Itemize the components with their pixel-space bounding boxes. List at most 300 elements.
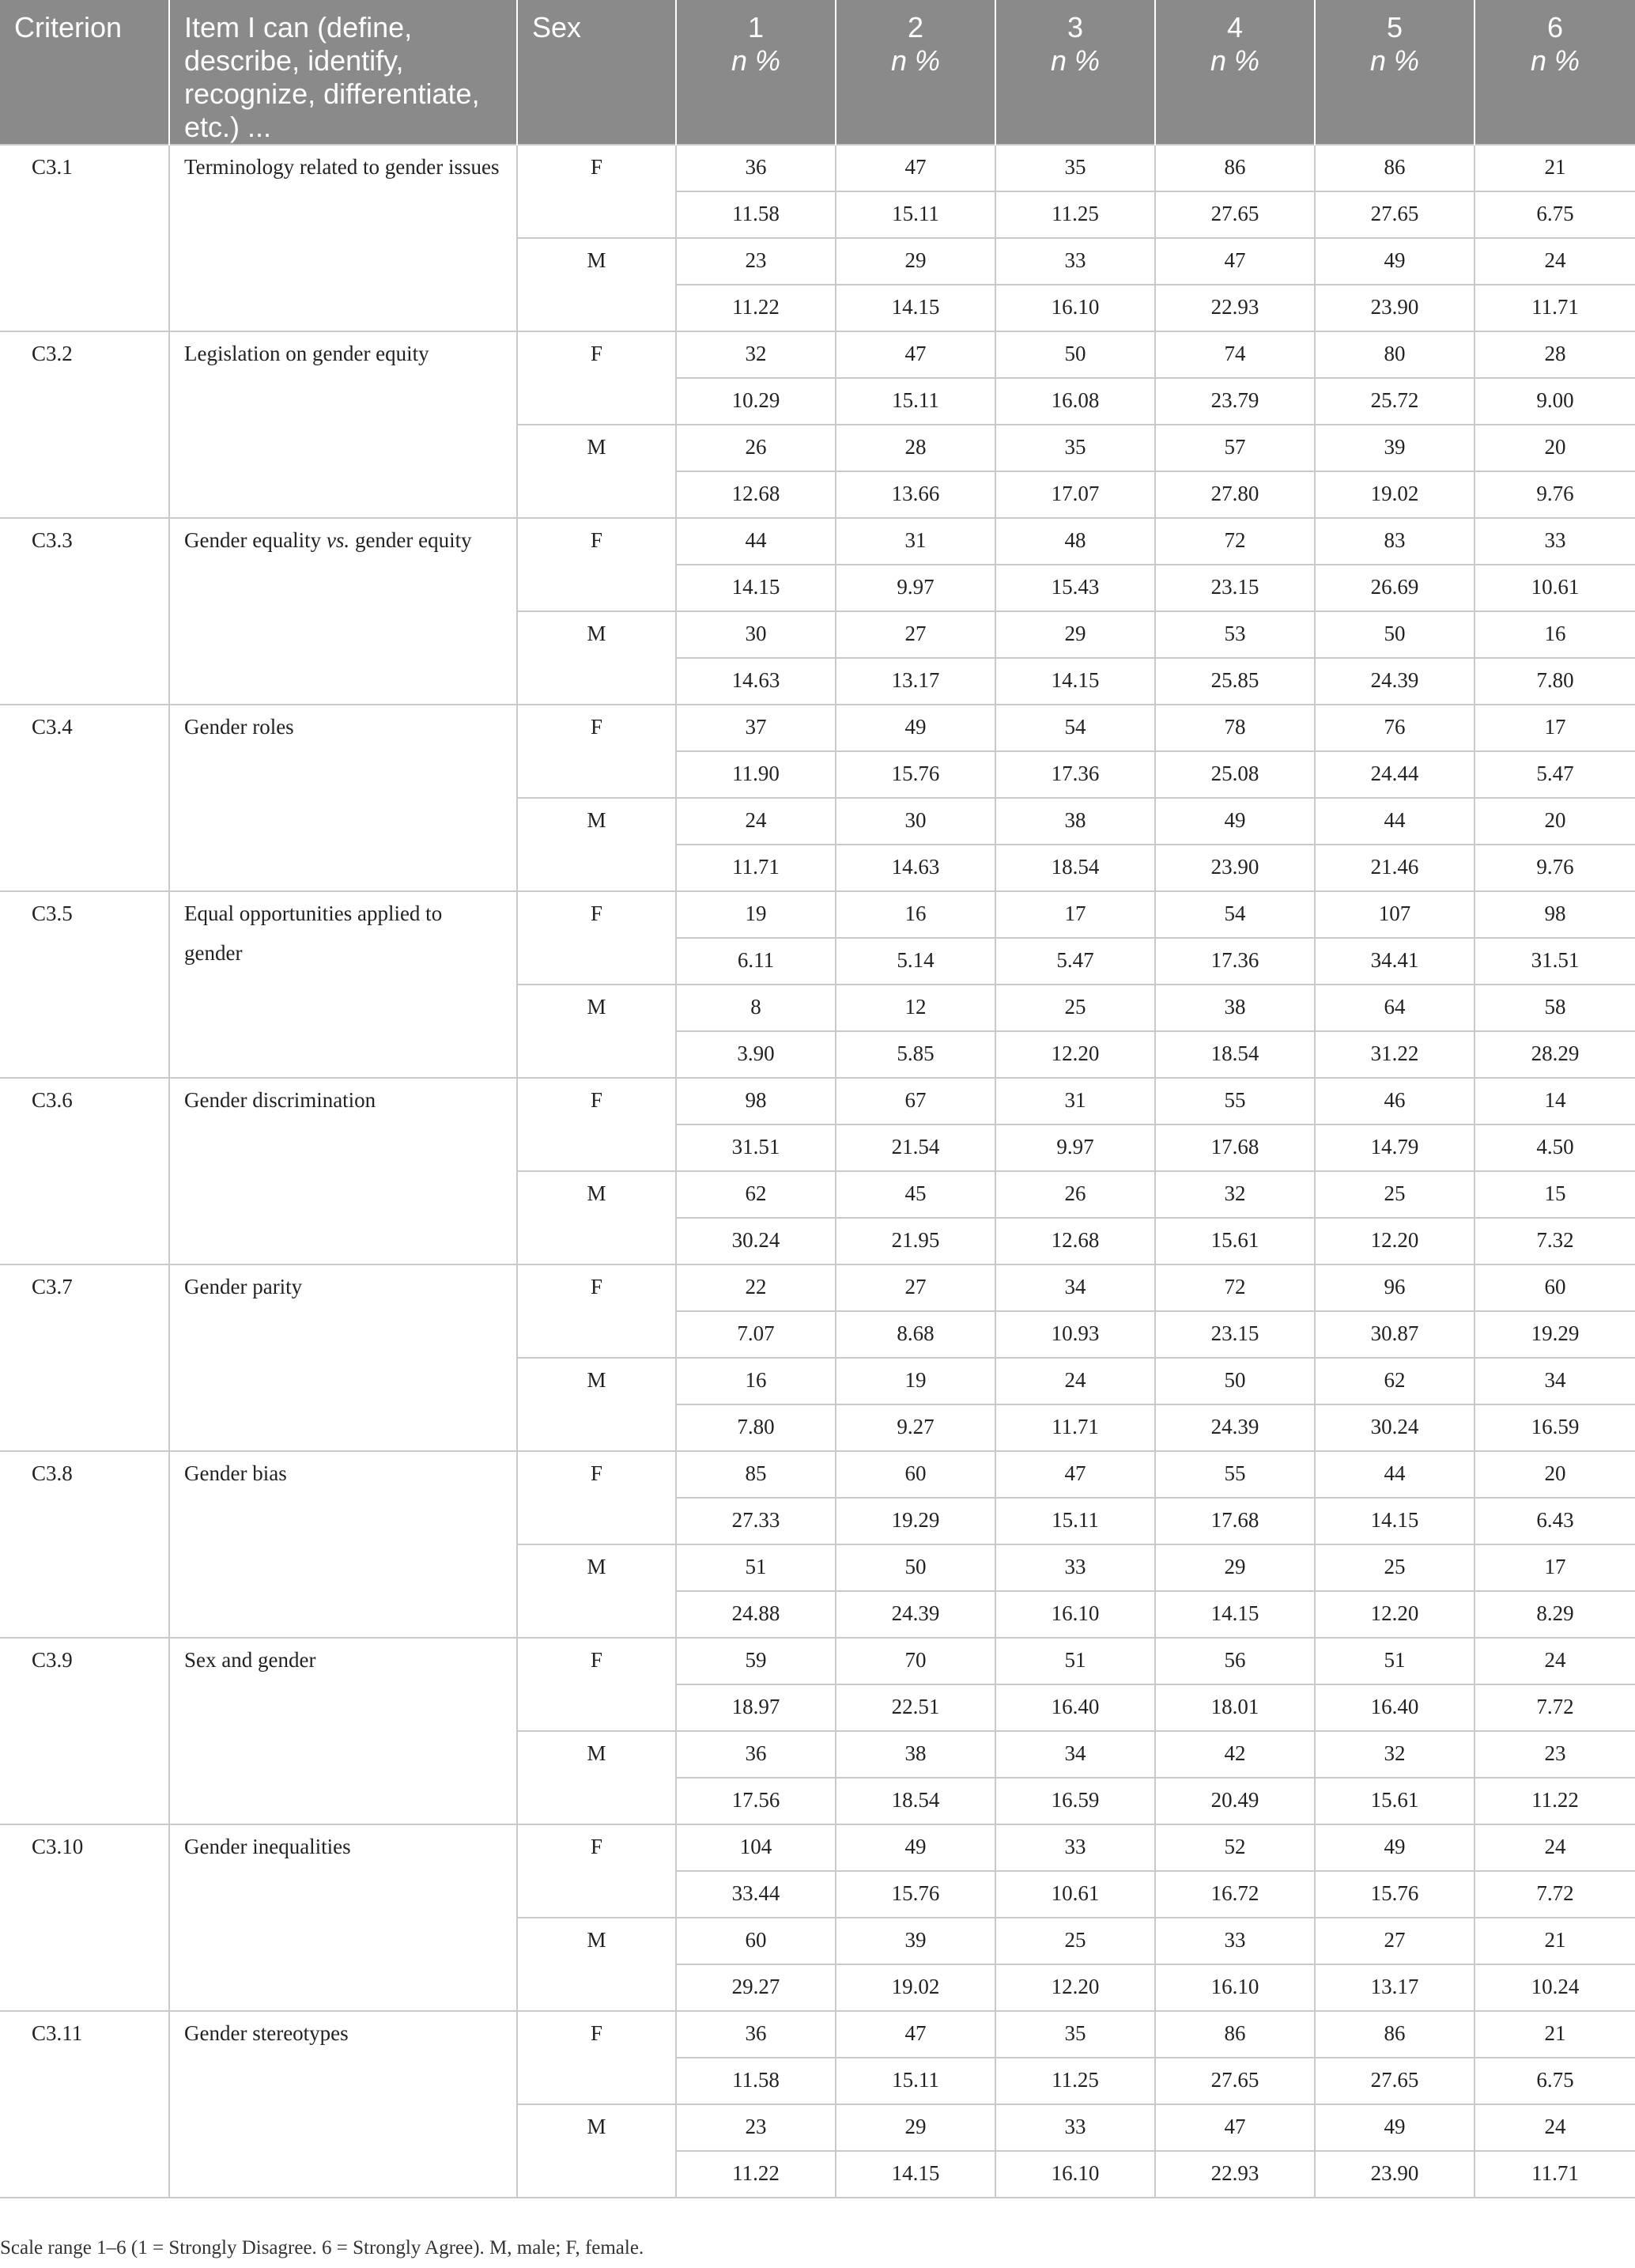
count-cell: 44 <box>1315 1451 1475 1498</box>
criterion-cell: C3.10 <box>0 1824 169 2011</box>
percent-cell: 9.97 <box>995 1125 1155 1171</box>
percent-cell: 11.25 <box>995 2058 1155 2104</box>
header-scale-num: 2 <box>907 11 924 43</box>
criterion-cell: C3.11 <box>0 2011 169 2198</box>
percent-cell: 11.58 <box>676 2058 836 2104</box>
count-cell: 33 <box>995 2104 1155 2151</box>
sex-cell: F <box>517 705 676 798</box>
item-cell: Legislation on gender equity <box>169 331 517 518</box>
count-cell: 32 <box>676 331 836 378</box>
count-cell: 29 <box>995 611 1155 658</box>
sex-cell: M <box>517 611 676 705</box>
percent-cell: 12.20 <box>995 1964 1155 2011</box>
percent-cell: 5.47 <box>995 938 1155 985</box>
table-row <box>0 331 1635 378</box>
header-sex: Sex <box>517 0 676 145</box>
header-scale-sub: n % <box>1369 44 1420 77</box>
count-cell: 34 <box>995 1731 1155 1778</box>
percent-cell: 11.22 <box>1475 1778 1635 1824</box>
header-scale-1 <box>676 0 836 145</box>
sex-cell: F <box>517 145 676 238</box>
count-cell: 86 <box>1315 2011 1475 2058</box>
percent-cell: 27.65 <box>1155 2058 1315 2104</box>
percent-cell: 8.68 <box>836 1311 995 1358</box>
count-cell: 72 <box>1155 1264 1315 1311</box>
percent-cell: 16.59 <box>995 1778 1155 1824</box>
sex-cell: F <box>517 891 676 985</box>
header-scale-num: 5 <box>1386 11 1403 43</box>
percent-cell: 19.02 <box>1315 471 1475 518</box>
percent-cell: 15.11 <box>836 2058 995 2104</box>
percent-cell: 15.61 <box>1155 1218 1315 1264</box>
table-row <box>0 1451 1635 1498</box>
count-cell: 47 <box>836 331 995 378</box>
percent-cell: 4.50 <box>1475 1125 1635 1171</box>
count-cell: 51 <box>995 1638 1155 1684</box>
percent-cell: 14.15 <box>1155 1591 1315 1638</box>
percent-cell: 6.75 <box>1475 191 1635 238</box>
percent-cell: 13.17 <box>836 658 995 705</box>
count-cell: 31 <box>836 518 995 565</box>
count-cell: 50 <box>1315 611 1475 658</box>
percent-cell: 13.17 <box>1315 1964 1475 2011</box>
count-cell: 12 <box>836 985 995 1031</box>
percent-cell: 24.39 <box>1155 1404 1315 1451</box>
count-cell: 83 <box>1315 518 1475 565</box>
table-row <box>0 1638 1635 1684</box>
table-row <box>0 2011 1635 2058</box>
count-cell: 37 <box>676 705 836 751</box>
header-scale-sub: n % <box>1210 44 1260 77</box>
percent-cell: 5.85 <box>836 1031 995 1078</box>
count-cell: 72 <box>1155 518 1315 565</box>
count-cell: 19 <box>676 891 836 938</box>
count-cell: 27 <box>836 611 995 658</box>
count-cell: 25 <box>995 1918 1155 1964</box>
percent-cell: 7.07 <box>676 1311 836 1358</box>
percent-cell: 10.61 <box>995 1871 1155 1918</box>
count-cell: 54 <box>1155 891 1315 938</box>
percent-cell: 14.79 <box>1315 1125 1475 1171</box>
percent-cell: 14.15 <box>995 658 1155 705</box>
table-row <box>0 145 1635 191</box>
count-cell: 67 <box>836 1078 995 1125</box>
count-cell: 24 <box>1475 238 1635 285</box>
sex-cell: M <box>517 1358 676 1451</box>
percent-cell: 7.72 <box>1475 1684 1635 1731</box>
percent-cell: 30.87 <box>1315 1311 1475 1358</box>
count-cell: 20 <box>1475 1451 1635 1498</box>
percent-cell: 21.46 <box>1315 845 1475 891</box>
percent-cell: 30.24 <box>676 1218 836 1264</box>
percent-cell: 20.49 <box>1155 1778 1315 1824</box>
header-scale-3 <box>995 0 1155 145</box>
criterion-cell: C3.8 <box>0 1451 169 1638</box>
count-cell: 35 <box>995 425 1155 471</box>
count-cell: 17 <box>1475 705 1635 751</box>
percent-cell: 25.85 <box>1155 658 1315 705</box>
percent-cell: 16.10 <box>995 285 1155 331</box>
percent-cell: 17.68 <box>1155 1125 1315 1171</box>
percent-cell: 25.72 <box>1315 378 1475 425</box>
count-cell: 21 <box>1475 2011 1635 2058</box>
count-cell: 55 <box>1155 1451 1315 1498</box>
count-cell: 47 <box>1155 238 1315 285</box>
sex-cell: M <box>517 798 676 891</box>
percent-cell: 6.11 <box>676 938 836 985</box>
item-cell: Terminology related to gender issues <box>169 145 517 331</box>
count-cell: 86 <box>1155 145 1315 191</box>
criterion-cell: C3.7 <box>0 1264 169 1451</box>
count-cell: 30 <box>836 798 995 845</box>
table-row <box>0 891 1635 938</box>
percent-cell: 27.80 <box>1155 471 1315 518</box>
criterion-cell: C3.2 <box>0 331 169 518</box>
percent-cell: 11.90 <box>676 751 836 798</box>
table-row <box>0 518 1635 565</box>
count-cell: 25 <box>1315 1544 1475 1591</box>
percent-cell: 23.15 <box>1155 1311 1315 1358</box>
count-cell: 62 <box>676 1171 836 1218</box>
percent-cell: 18.54 <box>995 845 1155 891</box>
percent-cell: 23.79 <box>1155 378 1315 425</box>
sex-cell: M <box>517 985 676 1078</box>
count-cell: 29 <box>836 238 995 285</box>
count-cell: 38 <box>995 798 1155 845</box>
sex-cell: M <box>517 1918 676 2011</box>
sex-cell: F <box>517 1824 676 1918</box>
percent-cell: 11.22 <box>676 285 836 331</box>
percent-cell: 18.01 <box>1155 1684 1315 1731</box>
percent-cell: 22.51 <box>836 1684 995 1731</box>
count-cell: 20 <box>1475 798 1635 845</box>
table-footnote: Scale range 1–6 (1 = Strongly Disagree. 6 = Strongly Agree). M, male; F, female. <box>0 2237 644 2259</box>
percent-cell: 6.75 <box>1475 2058 1635 2104</box>
count-cell: 86 <box>1155 2011 1315 2058</box>
count-cell: 59 <box>676 1638 836 1684</box>
percent-cell: 16.59 <box>1475 1404 1635 1451</box>
table-row <box>0 1264 1635 1311</box>
count-cell: 25 <box>1315 1171 1475 1218</box>
count-cell: 70 <box>836 1638 995 1684</box>
percent-cell: 15.61 <box>1315 1778 1475 1824</box>
item-cell: Equal opportunities applied to gender <box>169 891 517 1078</box>
count-cell: 8 <box>676 985 836 1031</box>
percent-cell: 24.88 <box>676 1591 836 1638</box>
percent-cell: 18.54 <box>836 1778 995 1824</box>
percent-cell: 15.43 <box>995 565 1155 611</box>
percent-cell: 15.11 <box>995 1498 1155 1544</box>
count-cell: 16 <box>676 1358 836 1404</box>
percent-cell: 7.32 <box>1475 1218 1635 1264</box>
count-cell: 51 <box>1315 1638 1475 1684</box>
count-cell: 34 <box>1475 1358 1635 1404</box>
count-cell: 32 <box>1155 1171 1315 1218</box>
percent-cell: 24.44 <box>1315 751 1475 798</box>
count-cell: 42 <box>1155 1731 1315 1778</box>
percent-cell: 25.08 <box>1155 751 1315 798</box>
percent-cell: 16.72 <box>1155 1871 1315 1918</box>
count-cell: 104 <box>676 1824 836 1871</box>
percent-cell: 16.10 <box>995 2151 1155 2198</box>
percent-cell: 29.27 <box>676 1964 836 2011</box>
percent-cell: 11.22 <box>676 2151 836 2198</box>
count-cell: 16 <box>1475 611 1635 658</box>
count-cell: 26 <box>995 1171 1155 1218</box>
item-italic-text: vs. <box>326 528 350 552</box>
count-cell: 33 <box>1155 1918 1315 1964</box>
count-cell: 62 <box>1315 1358 1475 1404</box>
percent-cell: 15.11 <box>836 191 995 238</box>
percent-cell: 22.93 <box>1155 285 1315 331</box>
count-cell: 38 <box>1155 985 1315 1031</box>
percent-cell: 15.76 <box>836 1871 995 1918</box>
percent-cell: 17.68 <box>1155 1498 1315 1544</box>
count-cell: 86 <box>1315 145 1475 191</box>
header-scale-sub: n % <box>1530 44 1580 77</box>
count-cell: 14 <box>1475 1078 1635 1125</box>
criterion-cell: C3.9 <box>0 1638 169 1824</box>
header-scale-sub: n % <box>1050 44 1101 77</box>
sex-cell: F <box>517 1264 676 1358</box>
percent-cell: 7.80 <box>1475 658 1635 705</box>
count-cell: 28 <box>836 425 995 471</box>
item-cell: Gender discrimination <box>169 1078 517 1264</box>
count-cell: 96 <box>1315 1264 1475 1311</box>
count-cell: 33 <box>995 1544 1155 1591</box>
percent-cell: 23.90 <box>1155 845 1315 891</box>
percent-cell: 15.76 <box>836 751 995 798</box>
percent-cell: 9.76 <box>1475 845 1635 891</box>
count-cell: 24 <box>1475 1824 1635 1871</box>
percent-cell: 16.10 <box>1155 1964 1315 2011</box>
percent-cell: 26.69 <box>1315 565 1475 611</box>
percent-cell: 11.71 <box>1475 285 1635 331</box>
item-cell <box>169 518 517 705</box>
percent-cell: 10.61 <box>1475 565 1635 611</box>
count-cell: 17 <box>1475 1544 1635 1591</box>
count-cell: 24 <box>995 1358 1155 1404</box>
percent-cell: 11.71 <box>995 1404 1155 1451</box>
percent-cell: 5.14 <box>836 938 995 985</box>
percent-cell: 15.11 <box>836 378 995 425</box>
table-body <box>0 145 1635 2198</box>
count-cell: 55 <box>1155 1078 1315 1125</box>
sex-cell: M <box>517 1731 676 1824</box>
percent-cell: 23.90 <box>1315 2151 1475 2198</box>
percent-cell: 22.93 <box>1155 2151 1315 2198</box>
count-cell: 57 <box>1155 425 1315 471</box>
percent-cell: 27.33 <box>676 1498 836 1544</box>
count-cell: 24 <box>1475 1638 1635 1684</box>
count-cell: 39 <box>1315 425 1475 471</box>
item-cell: Gender roles <box>169 705 517 891</box>
count-cell: 21 <box>1475 1918 1635 1964</box>
percent-cell: 16.10 <box>995 1591 1155 1638</box>
percent-cell: 17.36 <box>1155 938 1315 985</box>
count-cell: 98 <box>676 1078 836 1125</box>
percent-cell: 23.15 <box>1155 565 1315 611</box>
count-cell: 36 <box>676 2011 836 2058</box>
percent-cell: 19.02 <box>836 1964 995 2011</box>
header-scale-num: 6 <box>1546 11 1564 43</box>
count-cell: 49 <box>1315 1824 1475 1871</box>
count-cell: 17 <box>995 891 1155 938</box>
count-cell: 46 <box>1315 1078 1475 1125</box>
count-cell: 36 <box>676 145 836 191</box>
count-cell: 47 <box>836 145 995 191</box>
count-cell: 23 <box>676 238 836 285</box>
count-cell: 24 <box>1475 2104 1635 2151</box>
sex-cell: F <box>517 1078 676 1171</box>
count-cell: 24 <box>676 798 836 845</box>
count-cell: 29 <box>836 2104 995 2151</box>
count-cell: 20 <box>1475 425 1635 471</box>
count-cell: 107 <box>1315 891 1475 938</box>
count-cell: 49 <box>1315 2104 1475 2151</box>
count-cell: 23 <box>676 2104 836 2151</box>
percent-cell: 34.41 <box>1315 938 1475 985</box>
percent-cell: 27.65 <box>1315 2058 1475 2104</box>
percent-cell: 11.25 <box>995 191 1155 238</box>
percent-cell: 17.36 <box>995 751 1155 798</box>
criterion-cell: C3.6 <box>0 1078 169 1264</box>
percent-cell: 27.65 <box>1155 191 1315 238</box>
count-cell: 60 <box>1475 1264 1635 1311</box>
table-row <box>0 1078 1635 1125</box>
percent-cell: 10.93 <box>995 1311 1155 1358</box>
percent-cell: 12.20 <box>1315 1591 1475 1638</box>
count-cell: 47 <box>1155 2104 1315 2151</box>
sex-cell: M <box>517 425 676 518</box>
count-cell: 25 <box>995 985 1155 1031</box>
count-cell: 56 <box>1155 1638 1315 1684</box>
sex-cell: F <box>517 2011 676 2104</box>
item-cell: Sex and gender <box>169 1638 517 1824</box>
count-cell: 80 <box>1315 331 1475 378</box>
percent-cell: 14.15 <box>676 565 836 611</box>
percent-cell: 31.51 <box>1475 938 1635 985</box>
percent-cell: 17.56 <box>676 1778 836 1824</box>
percent-cell: 12.68 <box>676 471 836 518</box>
count-cell: 33 <box>995 1824 1155 1871</box>
percent-cell: 10.29 <box>676 378 836 425</box>
percent-cell: 24.39 <box>836 1591 995 1638</box>
count-cell: 45 <box>836 1171 995 1218</box>
percent-cell: 9.97 <box>836 565 995 611</box>
header-scale-num: 4 <box>1226 11 1244 43</box>
item-cell: Gender stereotypes <box>169 2011 517 2198</box>
header-scale-sub: n % <box>731 44 781 77</box>
percent-cell: 12.20 <box>1315 1218 1475 1264</box>
sex-cell: M <box>517 1544 676 1638</box>
count-cell: 27 <box>1315 1918 1475 1964</box>
count-cell: 50 <box>836 1544 995 1591</box>
count-cell: 76 <box>1315 705 1475 751</box>
percent-cell: 31.22 <box>1315 1031 1475 1078</box>
count-cell: 21 <box>1475 145 1635 191</box>
count-cell: 49 <box>836 1824 995 1871</box>
count-cell: 58 <box>1475 985 1635 1031</box>
percent-cell: 19.29 <box>836 1498 995 1544</box>
percent-cell: 24.39 <box>1315 658 1475 705</box>
count-cell: 36 <box>676 1731 836 1778</box>
percent-cell: 9.00 <box>1475 378 1635 425</box>
item-text: Gender equality <box>184 528 327 552</box>
count-cell: 22 <box>676 1264 836 1311</box>
header-criterion: Criterion <box>0 0 169 145</box>
table-row <box>0 1824 1635 1871</box>
header-item: Item I can (define, describe, identify, recognize, differentiate, etc.) ... <box>169 0 517 145</box>
sex-cell: M <box>517 238 676 331</box>
count-cell: 85 <box>676 1451 836 1498</box>
count-cell: 60 <box>836 1451 995 1498</box>
count-cell: 38 <box>836 1731 995 1778</box>
percent-cell: 21.95 <box>836 1218 995 1264</box>
count-cell: 47 <box>995 1451 1155 1498</box>
percent-cell: 8.29 <box>1475 1591 1635 1638</box>
header-scale-5 <box>1315 0 1475 145</box>
percent-cell: 30.24 <box>1315 1404 1475 1451</box>
count-cell: 15 <box>1475 1171 1635 1218</box>
criterion-cell: C3.5 <box>0 891 169 1078</box>
count-cell: 44 <box>676 518 836 565</box>
percent-cell: 3.90 <box>676 1031 836 1078</box>
criterion-cell: C3.4 <box>0 705 169 891</box>
count-cell: 26 <box>676 425 836 471</box>
percent-cell: 13.66 <box>836 471 995 518</box>
header-scale-sub: n % <box>890 44 941 77</box>
percent-cell: 21.54 <box>836 1125 995 1171</box>
count-cell: 52 <box>1155 1824 1315 1871</box>
percent-cell: 6.43 <box>1475 1498 1635 1544</box>
count-cell: 60 <box>676 1918 836 1964</box>
percent-cell: 16.08 <box>995 378 1155 425</box>
percent-cell: 17.07 <box>995 471 1155 518</box>
header-scale-6 <box>1475 0 1635 145</box>
criterion-cell: C3.3 <box>0 518 169 705</box>
percent-cell: 18.97 <box>676 1684 836 1731</box>
count-cell: 54 <box>995 705 1155 751</box>
percent-cell: 14.15 <box>1315 1498 1475 1544</box>
percent-cell: 10.24 <box>1475 1964 1635 2011</box>
count-cell: 33 <box>1475 518 1635 565</box>
count-cell: 64 <box>1315 985 1475 1031</box>
header-scale-4 <box>1155 0 1315 145</box>
header-scale-num: 1 <box>747 11 765 43</box>
percent-cell: 31.51 <box>676 1125 836 1171</box>
percent-cell: 11.58 <box>676 191 836 238</box>
percent-cell: 27.65 <box>1315 191 1475 238</box>
count-cell: 35 <box>995 145 1155 191</box>
count-cell: 30 <box>676 611 836 658</box>
sex-cell: M <box>517 1171 676 1264</box>
count-cell: 49 <box>1315 238 1475 285</box>
percent-cell: 15.76 <box>1315 1871 1475 1918</box>
percent-cell: 14.63 <box>676 658 836 705</box>
sex-cell: F <box>517 1451 676 1544</box>
count-cell: 47 <box>836 2011 995 2058</box>
count-cell: 23 <box>1475 1731 1635 1778</box>
percent-cell: 7.72 <box>1475 1871 1635 1918</box>
count-cell: 32 <box>1315 1731 1475 1778</box>
percent-cell: 16.40 <box>995 1684 1155 1731</box>
count-cell: 49 <box>1155 798 1315 845</box>
header-scale-2 <box>836 0 995 145</box>
percent-cell: 11.71 <box>676 845 836 891</box>
count-cell: 78 <box>1155 705 1315 751</box>
count-cell: 33 <box>995 238 1155 285</box>
